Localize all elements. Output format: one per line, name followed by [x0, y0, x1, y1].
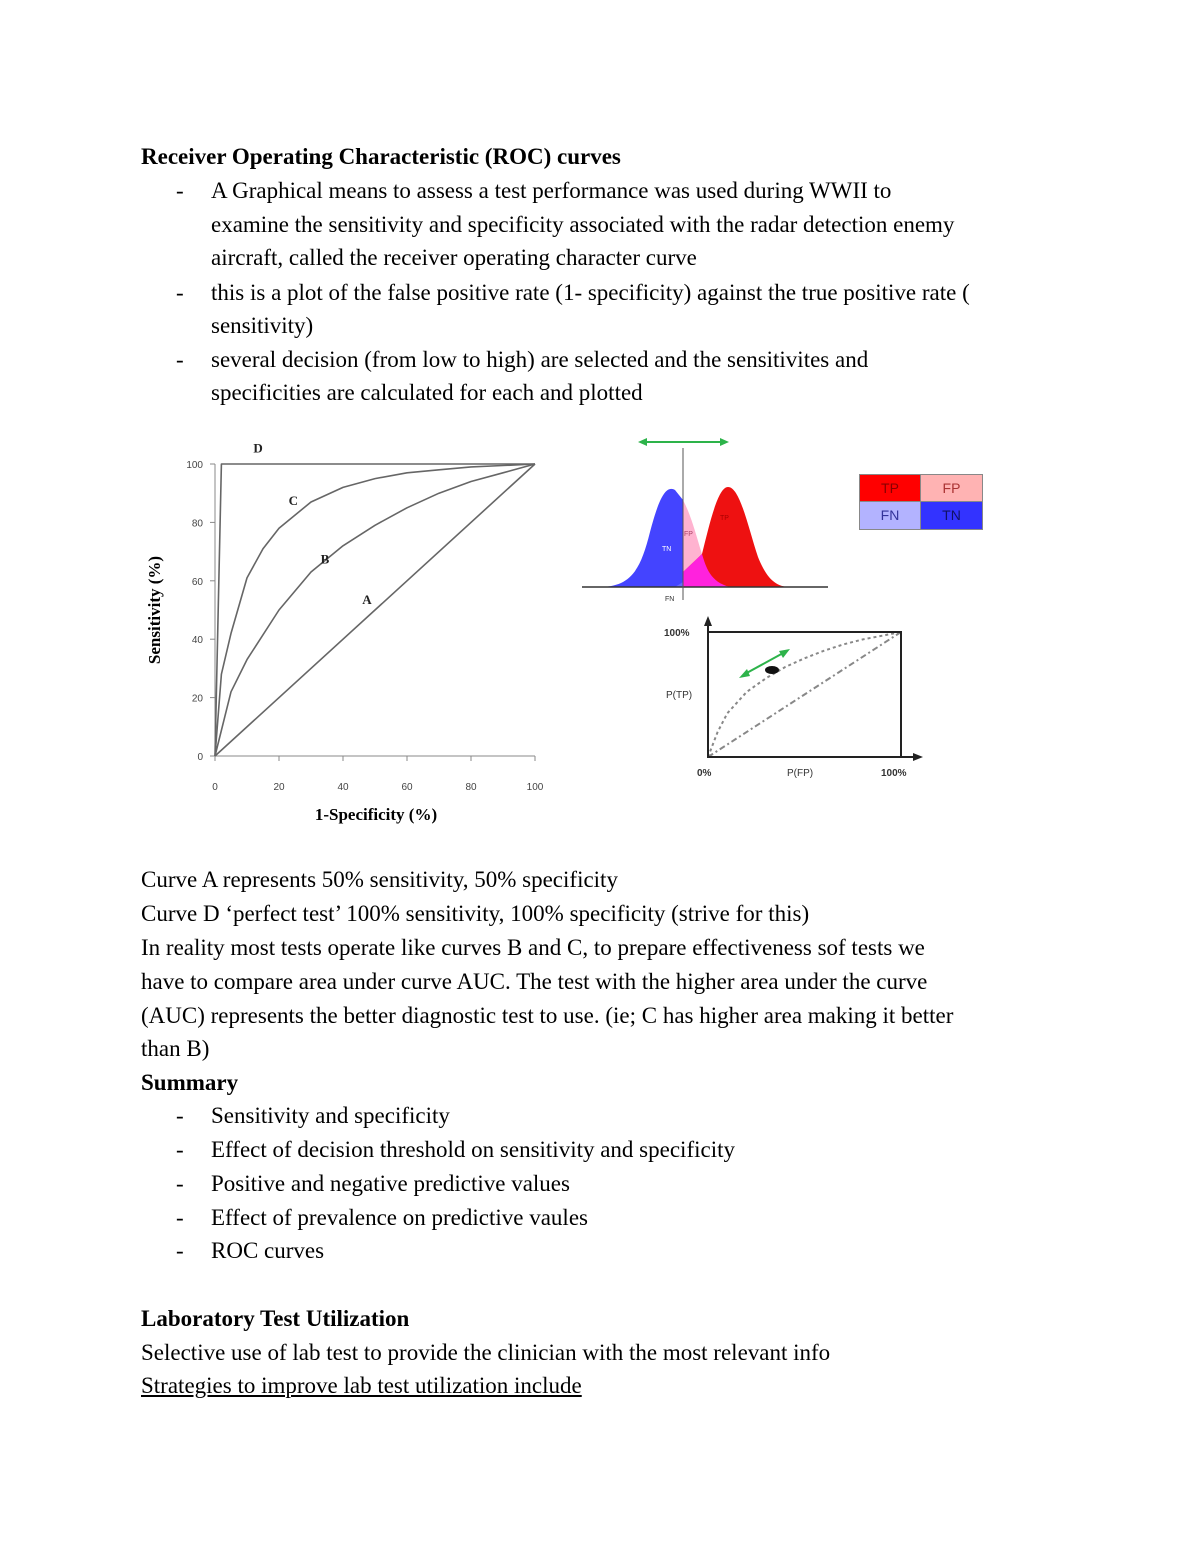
reality-text-4: than B)	[141, 1036, 210, 1061]
roc-curves-chart	[140, 440, 560, 840]
arrow-head-right	[720, 438, 729, 446]
roc-x-tick-label: 60	[401, 782, 413, 793]
reality-text-1: In reality most tests operate like curves B and C, to prepare effectiveness sof tests we	[141, 935, 925, 960]
legend-tp: TP	[860, 475, 921, 502]
bullet-3-line-1: several decision (from low to high) are selected and the sensitivites and	[211, 347, 869, 372]
roc-x-tick-label: 20	[273, 782, 285, 793]
roc-x-tick-label: 80	[465, 782, 477, 793]
operating-point	[765, 666, 779, 674]
roc-arrow-head-1	[739, 669, 750, 678]
roc-y-tick-label: 20	[191, 693, 203, 705]
roc-y-tick-label: 40	[191, 635, 203, 647]
tn-region	[598, 489, 683, 587]
summary-dash: -	[176, 1103, 184, 1128]
roc-series-label-a: A	[362, 592, 372, 608]
small-roc-x-tick-0: 0%	[697, 768, 712, 779]
arrow-head-left	[638, 438, 647, 446]
small-roc-y-label: P(TP)	[666, 690, 693, 701]
region-label-fn: FN	[665, 596, 675, 603]
reality-text-3: (AUC) represents the better diagnostic test to use. (ie; C has higher area making it better	[141, 1003, 954, 1028]
roc-series-label-d: D	[253, 440, 263, 456]
summary-dash: -	[176, 1171, 184, 1196]
legend-fp: FP	[921, 475, 982, 502]
roc-x-tick-label: 40	[337, 782, 349, 793]
roc-y-tick-label: 0	[197, 752, 203, 763]
bullet-dash: -	[176, 178, 184, 203]
bullet-1-line-3: aircraft, called the receiver operating character curve	[211, 245, 697, 270]
roc-x-axis-label: 1-Specificity (%)	[314, 805, 438, 824]
roc-series-label-c: C	[288, 492, 298, 508]
bullet-dash: -	[176, 280, 184, 305]
roc-arrow-head-2	[779, 649, 790, 658]
summary-heading: Summary	[141, 1070, 239, 1095]
bullet-1-line-2: examine the sensitivity and specificity associated with the radar detection enemy	[211, 212, 955, 237]
roc-x-tick-label: 0	[212, 782, 218, 793]
distribution-diagram	[580, 432, 830, 607]
summary-item-3: Positive and negative predictive values	[211, 1171, 570, 1196]
curve-d-text: Curve D ‘perfect test’ 100% sensitivity, 100% specificity (strive for this)	[141, 901, 810, 926]
bullet-2-line-2: sensitivity)	[211, 313, 314, 338]
small-roc-x-label: P(FP)	[787, 768, 814, 779]
roc-y-tick-label: 100	[186, 460, 203, 471]
bullet-2-line-1: this is a plot of the false positive rate (1- specificity) against the true positive rate (	[211, 280, 970, 305]
small-roc-series-chance	[708, 632, 901, 757]
lab-strategies-heading: Strategies to improve lab test utilization include	[141, 1373, 582, 1398]
roc-y-axis-label: Sensitivity (%)	[145, 555, 164, 665]
bullet-1-line-1: A Graphical means to assess a test performance was used during WWII to	[211, 178, 892, 203]
small-roc-chart	[655, 612, 930, 782]
roc-y-tick-label: 80	[191, 518, 203, 530]
section-heading-roc: Receiver Operating Characteristic (ROC) curves	[141, 144, 621, 169]
bullet-3-line-2: specificities are calculated for each and plotted	[211, 380, 643, 405]
lab-heading: Laboratory Test Utilization	[141, 1306, 410, 1331]
region-label-tp: TP	[720, 515, 729, 522]
summary-item-5: ROC curves	[211, 1238, 325, 1263]
roc-x-tick-label: 100	[526, 782, 544, 793]
region-label-fp: FP	[684, 531, 693, 538]
summary-item-4: Effect of prevalence on predictive vaules	[211, 1205, 588, 1230]
legend-tn: TN	[921, 502, 982, 529]
legend-table	[859, 474, 983, 530]
summary-dash: -	[176, 1137, 184, 1162]
summary-item-2: Effect of decision threshold on sensitivity and specificity	[211, 1137, 735, 1162]
roc-series-a	[215, 464, 535, 756]
summary-item-1: Sensitivity and specificity	[211, 1103, 450, 1128]
small-roc-y-tick-100: 100%	[664, 628, 690, 639]
summary-dash: -	[176, 1238, 184, 1263]
legend-fn: FN	[860, 502, 921, 529]
curve-a-text: Curve A represents 50% sensitivity, 50% specificity	[141, 867, 618, 892]
summary-dash: -	[176, 1205, 184, 1230]
lab-text: Selective use of lab test to provide the clinician with the most relevant info	[141, 1340, 831, 1365]
small-roc-x-arrow	[913, 753, 923, 761]
bullet-dash: -	[176, 347, 184, 372]
small-roc-y-arrow	[704, 616, 712, 626]
small-roc-x-tick-100: 100%	[881, 768, 907, 779]
region-label-tn: TN	[662, 546, 672, 553]
roc-series-label-b: B	[320, 551, 330, 567]
roc-y-tick-label: 60	[191, 576, 203, 588]
reality-text-2: have to compare area under curve AUC. The test with the higher area under the curve	[141, 969, 928, 994]
